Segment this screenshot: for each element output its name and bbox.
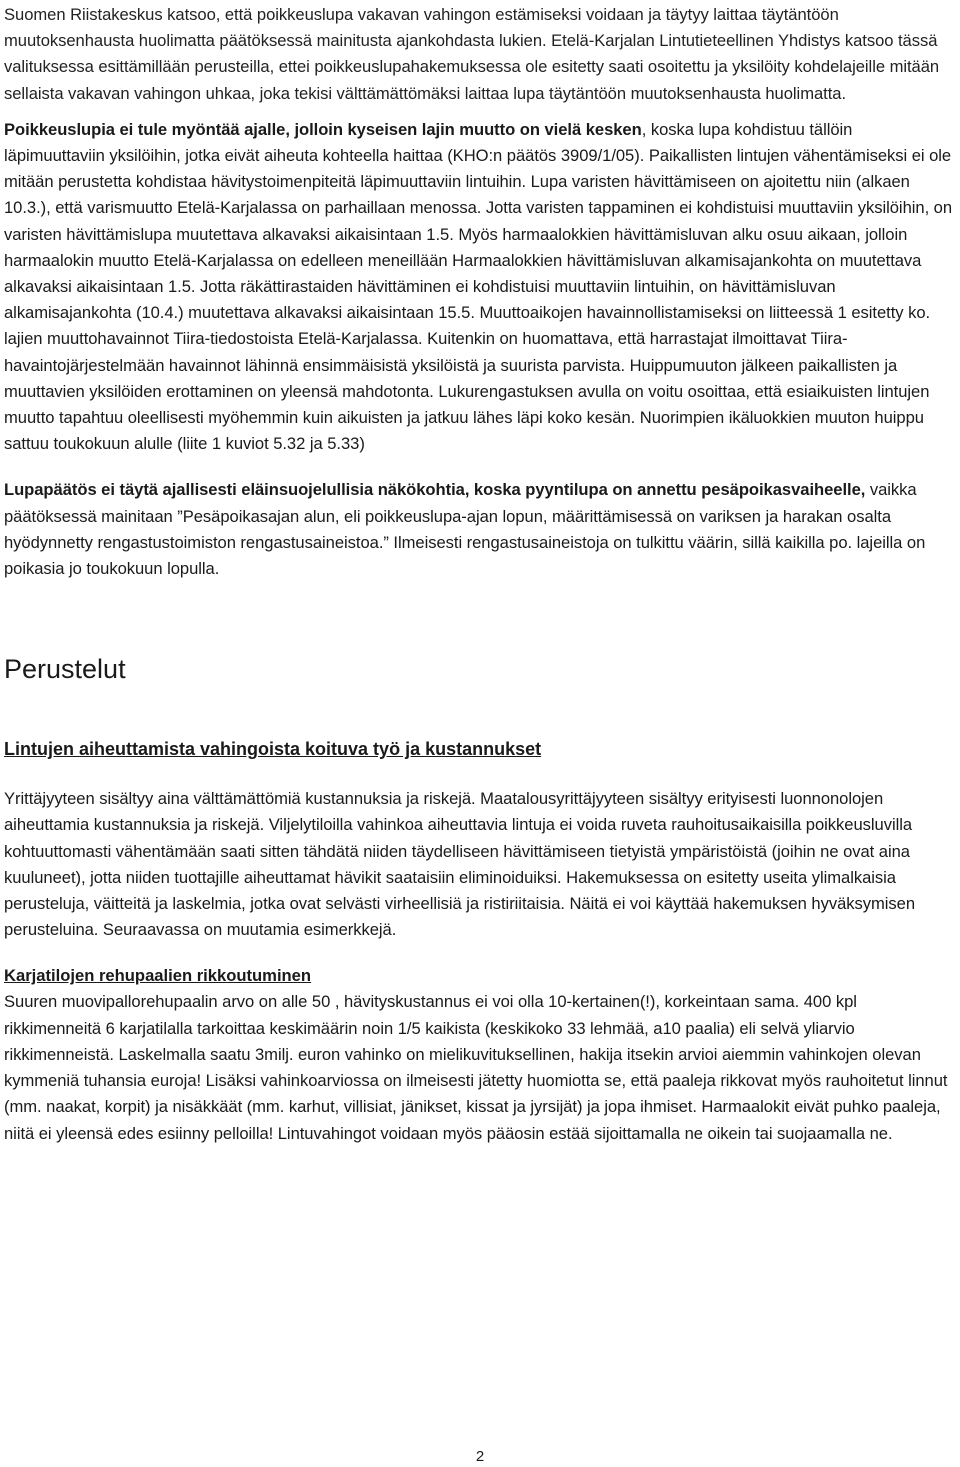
heading-perustelut: Perustelut — [4, 654, 126, 685]
paragraph-intro: Suomen Riistakeskus katsoo, että poikkeuslupa vakavan vahingon estämiseksi voidaan ja täytyy laittaa täytäntöön muutoksenhausta huolimatta päätöksessä mainitusta ajankohdasta lukien. Etelä-Karjalan Lintutieteellinen Yhdistys katsoo tässä valituksessa esittämillään perusteilla, ettei poikkeuslupahakemuksessa ole esitetty saati osoitettu ja yksilöity kohdelajeille mitään sellaista vakavan vahingon uhkaa, joka tekisi välttämättömäksi laittaa lupa täytäntöön muutoksenhausta huolimatta. — [4, 5, 940, 103]
paragraph-migration — [4, 117, 956, 458]
page-number: 2 — [475, 1448, 485, 1465]
paragraph-migration-bold: Poikkeuslupia ei tule myöntää ajalle, jolloin kyseisen lajin muutto on vielä kesken — [4, 119, 642, 139]
paragraph-nesting-bold: Lupapäätös ei täytä ajallisesti eläinsuojelullisia näkökohtia, koska pyyntilupa on annettu pesäpoikasvaiheelle, — [4, 480, 866, 500]
document-page — [4, 2, 956, 1147]
paragraph-entrepreneurship: Yrittäjyyteen sisältyy aina välttämättömiä kustannuksia ja riskejä. Maatalousyrittäjyyteen sisältyy erityisesti luonnonolojen aiheuttamia kustannuksia ja riskejä. Viljelytiloilla vahinkoa aiheuttavia lintuja ei voida ruveta rauhoitusaikaisilla poikkeusluvilla kohtuuttomasti vähentämään saati sitten tähdätä niiden täydelliseen hävittämiseen tietyistä ympäristöistä (joihin ne ovat aina kuuluneet), jotta niiden tuottajille aiheuttamat hävikit saataisiin eliminoiduiksi. Hakemuksessa on esitetty useita ylimalkaisia perusteluja, väitteitä ja laskelmia, jotka ovat selvästi virheellisiä ja ristiriitaisia. Näitä ei voi käyttää hakemuksen hyväksymisen perusteluina. Seuraavassa on muutamia esimerkkejä. — [4, 789, 916, 940]
paragraph-nesting-text: vaikka päätöksessä mainitaan ”Pesäpoikasajan alun, eli poikkeuslupa-ajan lopun, määrittämisessä on variksen ja harakan osalta hyödynnetty rengastustoimiston rengastusaineistoa.” Ilmeisesti rengastusaineistoja on tulkittu väärin, sillä kaikilla po. lajeilla on poikasia jo toukokuun lopulla. — [4, 480, 926, 579]
paragraph-nesting — [4, 477, 956, 582]
paragraph-migration-text: , koska lupa kohdistuu tällöin läpimuuttaviin yksilöihin, jotka eivät aiheuta kohteella haittaa (KHO:n päätös 3909/1/05). Paikallisten lintujen vähentämiseksi ei ole mitään perustetta kohdistaa hävitystoimenpiteitä läpimuuttaviin lintuihin. Lupa varisten hävittämiseen on ajoitettu niin (alkaen 10.3.), että varismuutto Etelä-Karjalassa on parhaillaan menossa. Jotta varisten tappaminen ei kohdistuisi muuttaviin yksilöihin, on varisten hävittämislupa muutettava alkavaksi aikaisintaan 1.5. Myös harmaalokkien hävittämisluvan alku osuu aikaan, jolloin harmaalokin muutto Etelä-Karjalassa on edelleen meneillään Harmaalokkien hävittämisluvan alkamisajankohta on muutettava alkavaksi aikaisintaan 1.5. Jotta räkättirastaiden hävittäminen ei kohdistuisi muuttaviin lintuihin, on hävittämisluvan alkamisajankohta (10.4.) muutettava alkavaksi aikaisintaan 15.5. Muuttoaikojen havainnollistamiseksi on liitteessä 1 esitetty ko. lajien muuttohavainnot Tiira-tiedostoista Etelä-Karjalassa. Kuitenkin on huomattava, että harrastajat ilmoittavat Tiira-havaintojärjestelmään havainnot lähinnä ensimmäisistä yksilöistä ja suurista parvista. Huippumuuton jälkeen paikallisten ja muuttavien yksilöiden erottaminen on yleensä mahdotonta. Lukurengastuksen avulla on voitu osoittaa, että esiaikuisten lintujen muutto tapahtuu oleellisesti myöhemmin kuin aikuisten ja jatkuu lähes läpi koko kesän. Nuorimpien ikäluokkien muuton huippu sattuu toukokuun alulle (liite 1 kuviot 5.32 ja 5.33) — [4, 119, 953, 454]
heading-costs: Lintujen aiheuttamista vahingoista koituva työ ja kustannukset — [4, 739, 542, 760]
paragraph-bales: Suuren muovipallorehupaalin arvo on alle 50 , hävityskustannus ei voi olla 10-kertainen(!), korkeintaan sama. 400 kpl rikkimenneitä 6 karjatilalla tarkoittaa keskimäärin noin 1/5 kaikista (keskikoko 33 lehmää, a10 paalia) eli selvä yliarvio rikkimenneistä. Laskelmalla saatu 3milj. euron vahinko on mielikuvituksellinen, hakija itsekin arvioi aiemmin vahinkojen olevan kymmeniä tuhansia euroja! Lisäksi vahinkoarviossa on ilmeisesti jätetty huomiotta se, että paaleja rikkovat myös rauhoitetut linnut (mm. naakat, korpit) ja nisäkkäät (mm. karhut, villisiat, jänikset, kissat ja jyrsijät) ja jopa ihmiset. Harmaalokit eivät puhko paaleja, niitä ei yleensä edes esiinny pelloilla! Lintuvahingot voidaan myös pääosin estää sijoittamalla ne oikein tai suojaamalla ne. — [4, 992, 948, 1143]
heading-bales: Karjatilojen rehupaalien rikkoutuminen — [4, 966, 312, 986]
